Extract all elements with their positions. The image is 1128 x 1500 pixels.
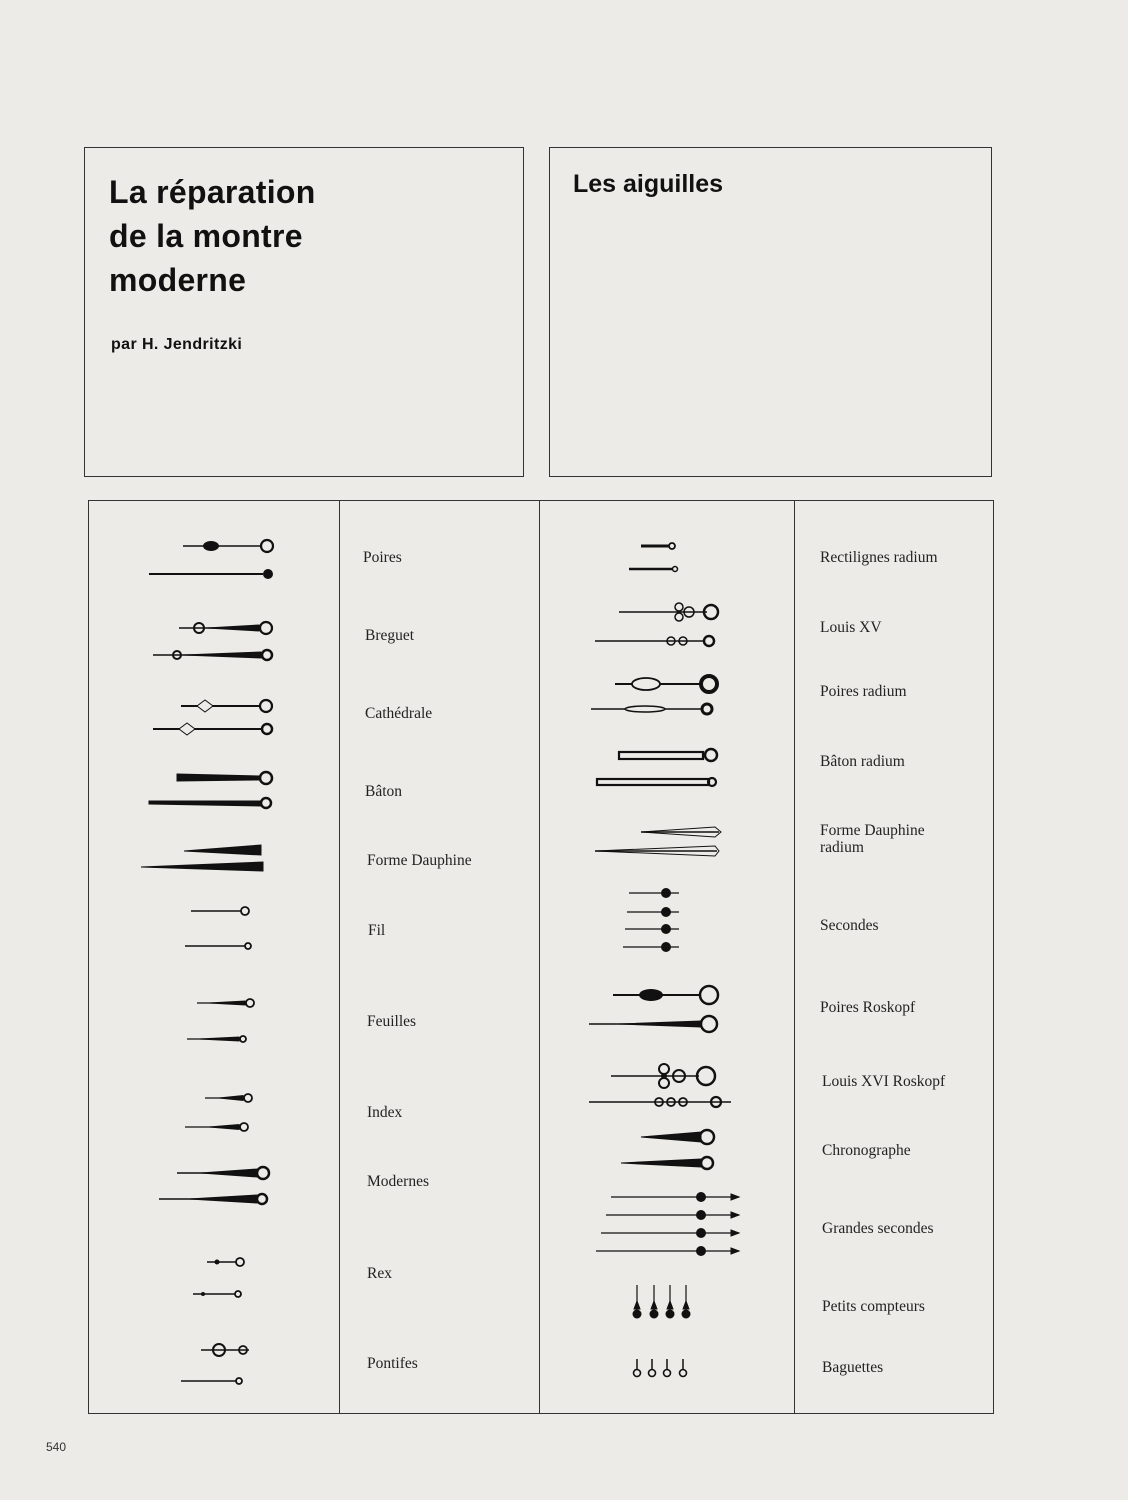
hand-label-poires: Poires (363, 549, 402, 566)
hand-label-feuilles: Feuilles (367, 1013, 417, 1030)
index-hand-icon (219, 1096, 243, 1101)
hand-label-breguet: Breguet (365, 627, 415, 644)
baton-radium-hand-icon (705, 749, 717, 761)
rex-hand-icon (235, 1291, 241, 1297)
title-line-1: La réparation (109, 174, 316, 210)
hand-label-rectilignes-radium: Rectilignes radium (820, 549, 938, 566)
rectiligne-hand-icon (669, 543, 675, 549)
index-hand-icon (209, 1125, 239, 1130)
breguet-hand-icon (262, 650, 272, 660)
cathedrale-hand-icon (197, 700, 213, 712)
hand-label-louis-xvi-roskopf: Louis XVI Roskopf (822, 1073, 946, 1090)
louis-roskopf-hand-icon (697, 1067, 715, 1085)
petits-compteurs-hand-icon (667, 1301, 673, 1309)
hand-label-baton: Bâton (365, 783, 403, 800)
petits-compteurs-hand-icon (682, 1310, 691, 1319)
poire-roskopf-hand-icon (701, 1016, 717, 1032)
cathedrale-hand-icon (260, 700, 272, 712)
louis-roskopf-hand-icon (661, 1073, 667, 1079)
petits-compteurs-hand-icon (666, 1310, 675, 1319)
petits-compteurs-hand-icon (683, 1301, 689, 1309)
hand-label-petits-compteurs: Petits compteurs (822, 1298, 925, 1315)
grandes-secondes-hand-icon (731, 1248, 739, 1254)
baguettes-hand-icon (649, 1370, 656, 1377)
breguet-hand-icon (207, 625, 259, 631)
baguettes-hand-icon (634, 1370, 641, 1377)
poire-radium-hand-icon (702, 704, 712, 714)
louis-xv-hand-icon (704, 636, 714, 646)
hand-label-modernes: Modernes (367, 1173, 429, 1190)
louis-xv-hand-icon (675, 613, 683, 621)
dauphine-hand-icon (141, 862, 263, 871)
moderne-hand-icon (257, 1167, 269, 1179)
hand-label-grandes-secondes: Grandes secondes (822, 1220, 934, 1237)
poire-roskopf-hand-icon (639, 989, 663, 1001)
hand-label-chronographe: Chronographe (822, 1142, 911, 1159)
hand-label-louis-xv: Louis XV (820, 619, 882, 636)
index-hand-icon (244, 1094, 252, 1102)
moderne-hand-icon (201, 1169, 257, 1177)
poire-hand-icon (263, 569, 273, 579)
title-box (84, 147, 524, 477)
baton-radium-hand-icon (619, 752, 703, 759)
cathedrale-hand-icon (179, 723, 195, 735)
chronographe-hand-icon (701, 1157, 713, 1169)
secondes-hand-icon (661, 942, 671, 952)
baton-radium-hand-icon (597, 779, 709, 785)
grandes-secondes-hand-icon (731, 1230, 739, 1236)
petits-compteurs-hand-icon (634, 1301, 640, 1309)
fil-hand-icon (245, 943, 251, 949)
feuille-hand-icon (240, 1036, 246, 1042)
hand-label-poires-radium: Poires radium (820, 683, 907, 700)
hand-label-baguettes: Baguettes (822, 1359, 884, 1376)
hand-label-pontifes: Pontifes (367, 1355, 418, 1372)
topic-heading: Les aiguilles (573, 170, 724, 198)
poire-hand-icon (203, 541, 219, 551)
watch-hands-table (88, 500, 994, 1414)
secondes-hand-icon (661, 888, 671, 898)
petits-compteurs-hand-icon (633, 1310, 642, 1319)
grandes-secondes-hand-icon (696, 1192, 706, 1202)
rex-hand-icon (201, 1292, 205, 1296)
author-byline: par H. Jendritzki (111, 336, 243, 353)
grandes-secondes-hand-icon (731, 1212, 739, 1218)
baguettes-hand-icon (664, 1370, 671, 1377)
moderne-hand-icon (189, 1195, 257, 1203)
pontife-hand-icon (236, 1378, 242, 1384)
hand-label-secondes: Secondes (820, 917, 879, 934)
hands-illustrations (89, 501, 995, 1415)
chronographe-hand-icon (621, 1159, 701, 1167)
poire-roskopf-hand-icon (700, 986, 718, 1004)
rex-hand-icon (215, 1260, 220, 1265)
baguettes-hand-icon (680, 1370, 687, 1377)
poire-hand-icon (261, 540, 273, 552)
title-line-2: de la montre (109, 218, 303, 254)
chronographe-hand-icon (641, 1132, 701, 1142)
hand-label-index: Index (367, 1104, 403, 1121)
feuille-hand-icon (199, 1037, 239, 1041)
baton-hand-icon (149, 801, 261, 806)
moderne-hand-icon (257, 1194, 267, 1204)
poire-radium-hand-icon (632, 678, 660, 690)
hand-label-forme-dauphine-radium: Forme Dauphine radium (820, 822, 925, 856)
cathedrale-hand-icon (262, 724, 272, 734)
hand-label-baton-radium: Bâton radium (820, 753, 905, 770)
rex-hand-icon (236, 1258, 244, 1266)
louis-xv-hand-icon (675, 603, 683, 611)
article-title (109, 170, 316, 302)
grandes-secondes-hand-icon (696, 1246, 706, 1256)
hand-label-fil: Fil (368, 922, 386, 939)
breguet-hand-icon (260, 622, 272, 634)
hand-label-forme-dauphine: Forme Dauphine (367, 852, 472, 869)
dauphine-hand-icon (184, 845, 261, 855)
grandes-secondes-hand-icon (731, 1194, 739, 1200)
poire-roskopf-hand-icon (619, 1021, 701, 1027)
page-number: 540 (46, 1440, 67, 1454)
topic-box (549, 147, 992, 477)
grandes-secondes-hand-icon (696, 1210, 706, 1220)
petits-compteurs-hand-icon (651, 1301, 657, 1309)
poire-radium-hand-icon (625, 706, 665, 712)
fil-hand-icon (241, 907, 249, 915)
baton-hand-icon (261, 798, 271, 808)
secondes-hand-icon (661, 907, 671, 917)
louis-roskopf-hand-icon (659, 1078, 669, 1088)
grandes-secondes-hand-icon (696, 1228, 706, 1238)
rectiligne-hand-icon (673, 567, 678, 572)
poire-radium-hand-icon (701, 676, 717, 692)
hand-label-poires-roskopf: Poires Roskopf (820, 999, 916, 1016)
chronographe-hand-icon (700, 1130, 714, 1144)
hand-label-rex: Rex (367, 1265, 392, 1282)
feuille-hand-icon (246, 999, 254, 1007)
index-hand-icon (240, 1123, 248, 1131)
secondes-hand-icon (661, 924, 671, 934)
baton-hand-icon (260, 772, 272, 784)
petits-compteurs-hand-icon (650, 1310, 659, 1319)
breguet-hand-icon (183, 652, 261, 658)
louis-roskopf-hand-icon (659, 1064, 669, 1074)
baton-hand-icon (177, 774, 259, 781)
hand-label-cathedrale: Cathédrale (365, 705, 433, 722)
feuille-hand-icon (209, 1001, 245, 1005)
title-line-3: moderne (109, 262, 247, 298)
